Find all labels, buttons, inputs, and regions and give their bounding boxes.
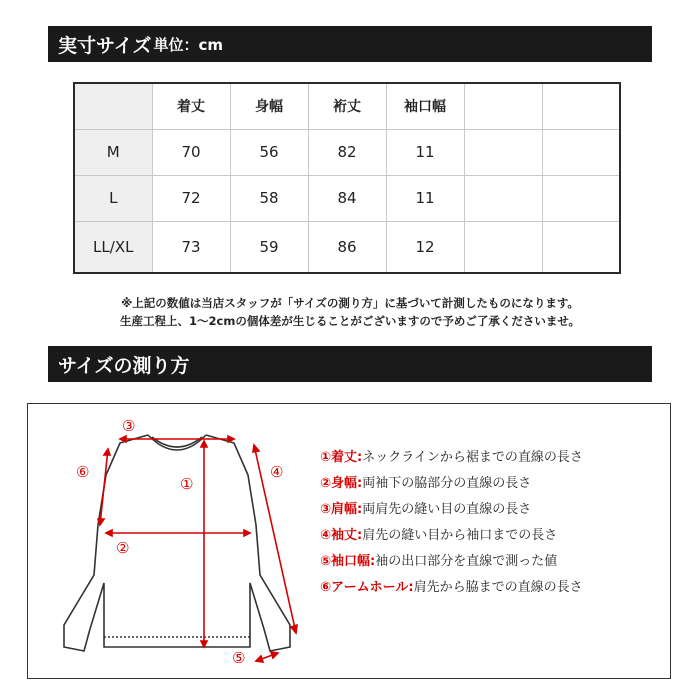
table-cell <box>542 129 620 175</box>
table-cell <box>464 175 542 221</box>
column-header: 袖口幅 <box>386 83 464 129</box>
arrow-head <box>120 436 126 442</box>
legend-term: 着丈: <box>331 450 363 465</box>
measurement-note: ※上記の数値は当店スタッフが「サイズの測り方」に基づいて計測したものになります。 <box>121 296 579 310</box>
legend-term: 袖丈: <box>331 528 363 543</box>
legend-number: ③ <box>320 502 332 517</box>
table-cell: 58 <box>230 175 308 221</box>
table-cell: 82 <box>308 129 386 175</box>
column-header <box>464 83 542 129</box>
legend-number: ④ <box>320 528 332 543</box>
table-cell: 59 <box>230 221 308 273</box>
legend-term: 肩幅: <box>331 502 363 517</box>
column-header <box>542 83 620 129</box>
legend-item <box>320 449 583 475</box>
legend-item <box>320 501 583 527</box>
size-section-title: 実寸サイズ <box>58 34 152 57</box>
table-corner-cell <box>74 83 152 129</box>
size-label: LL/XL <box>74 221 152 273</box>
legend-number: ① <box>320 450 332 465</box>
size-table <box>73 82 621 274</box>
size-label: L <box>74 175 152 221</box>
table-row <box>74 129 620 175</box>
legend-number: ② <box>320 476 332 491</box>
legend-item <box>320 579 583 605</box>
marker-5: ⑤ <box>232 649 246 667</box>
size-section-header <box>48 26 652 62</box>
unit-label: 単位：cm <box>153 35 224 54</box>
legend-description: 両肩先の縫い目の直線の長さ <box>362 502 532 517</box>
table-cell: 86 <box>308 221 386 273</box>
arrow-head <box>228 436 234 442</box>
arrow-head <box>98 519 104 525</box>
table-cell <box>542 221 620 273</box>
legend-description: ネックラインから裾までの直線の長さ <box>362 450 583 465</box>
arrow-head <box>201 641 207 647</box>
marker-4: ④ <box>270 463 284 481</box>
arrow-head <box>201 441 207 447</box>
legend-term: 身幅: <box>331 476 363 491</box>
table-cell: 11 <box>386 175 464 221</box>
legend-item <box>320 553 583 579</box>
table-cell: 72 <box>152 175 230 221</box>
table-cell: 12 <box>386 221 464 273</box>
table-cell: 56 <box>230 129 308 175</box>
legend-term: 袖口幅: <box>331 554 376 569</box>
column-header: 着丈 <box>152 83 230 129</box>
table-row <box>74 175 620 221</box>
marker-2: ② <box>116 539 130 557</box>
measure-section-title: サイズの測り方 <box>58 354 190 377</box>
table-cell: 73 <box>152 221 230 273</box>
table-cell: 70 <box>152 129 230 175</box>
legend-term: アームホール: <box>331 580 414 595</box>
measurement-legend <box>320 449 583 605</box>
legend-description: 袖の出口部分を直線で測った値 <box>375 554 558 569</box>
legend-item <box>320 527 583 553</box>
legend-description: 肩先から脇までの直線の長さ <box>413 580 583 595</box>
table-row <box>74 221 620 273</box>
measure-section-header <box>48 346 652 382</box>
table-cell: 11 <box>386 129 464 175</box>
table-cell <box>542 175 620 221</box>
legend-description: 肩先の縫い目から袖口までの長さ <box>362 528 558 543</box>
arrow-head <box>271 652 278 658</box>
legend-item <box>320 475 583 501</box>
column-header: 身幅 <box>230 83 308 129</box>
marker-3: ③ <box>122 417 136 435</box>
marker-6: ⑥ <box>76 463 90 481</box>
arrow-head <box>253 445 259 452</box>
legend-number: ⑥ <box>320 580 332 595</box>
table-cell <box>464 221 542 273</box>
legend-number: ⑤ <box>320 554 332 569</box>
size-label: M <box>74 129 152 175</box>
column-header: 裄丈 <box>308 83 386 129</box>
table-header-row <box>74 83 620 129</box>
shirt-diagram <box>60 415 310 675</box>
arrow-head <box>104 449 110 455</box>
shirt-outline <box>64 435 290 651</box>
arrow-head <box>106 530 112 536</box>
armhole-line <box>100 449 108 525</box>
arrow-head <box>256 656 263 662</box>
arrow-head <box>244 530 250 536</box>
table-cell: 84 <box>308 175 386 221</box>
legend-description: 両袖下の脇部分の直線の長さ <box>362 476 532 491</box>
table-cell <box>464 129 542 175</box>
marker-1: ① <box>180 475 194 493</box>
tolerance-note: 生産工程上、1〜2cmの個体差が生じることがございますので予めご了承くださいませ。 <box>120 314 580 328</box>
arrow-head <box>291 625 297 633</box>
